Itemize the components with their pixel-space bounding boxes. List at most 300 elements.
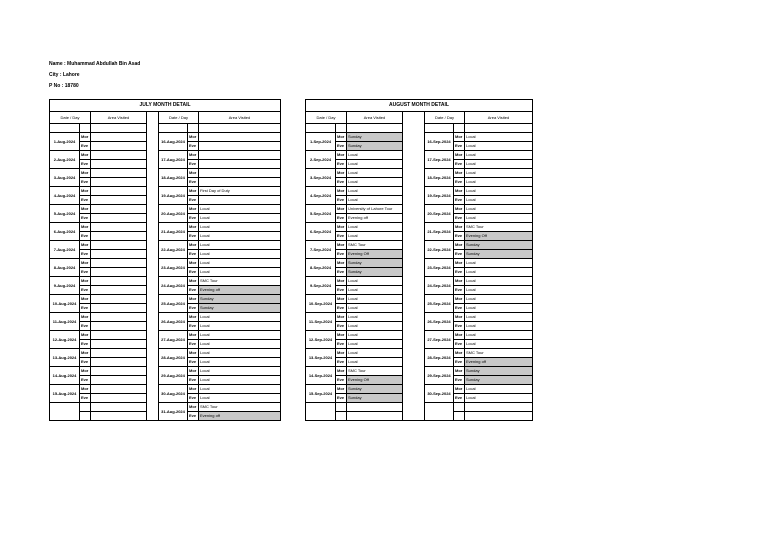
morning-area — [91, 205, 147, 214]
morning-label: Mor — [80, 241, 91, 250]
evening-label: Eve — [80, 394, 91, 403]
date-cell: 21-Sep-2024 — [425, 223, 454, 241]
schedule-row — [50, 151, 281, 160]
evening-area: Sunday — [465, 250, 533, 259]
morning-label: Mor — [80, 223, 91, 232]
evening-label: Eve — [80, 376, 91, 385]
schedule-row — [306, 277, 533, 286]
evening-area — [347, 412, 403, 421]
morning-label: Mor — [188, 349, 199, 358]
morning-label: Mor — [188, 295, 199, 304]
evening-area: Local — [465, 322, 533, 331]
date-cell: 24-Sep-2024 — [425, 277, 454, 295]
morning-label: Mor — [454, 187, 465, 196]
evening-label: Eve — [454, 340, 465, 349]
morning-label: Mor — [336, 151, 347, 160]
morning-label: Mor — [454, 169, 465, 178]
morning-label: Mor — [336, 133, 347, 142]
evening-label — [80, 412, 91, 421]
morning-area: Local — [199, 349, 281, 358]
date-cell: 10-Sep-2024 — [306, 295, 336, 313]
evening-label: Eve — [454, 196, 465, 205]
evening-area: Local — [465, 160, 533, 169]
evening-area: Local — [199, 340, 281, 349]
morning-label: Mor — [454, 367, 465, 376]
date-cell: 26-Sep-2024 — [425, 313, 454, 331]
evening-label: Eve — [454, 358, 465, 367]
evening-label: Eve — [336, 232, 347, 241]
morning-label: Mor — [188, 313, 199, 322]
evening-label: Eve — [336, 196, 347, 205]
evening-label: Eve — [454, 322, 465, 331]
date-cell: 19-Sep-2024 — [425, 187, 454, 205]
evening-area — [91, 286, 147, 295]
morning-area — [91, 331, 147, 340]
evening-area: Local — [199, 250, 281, 259]
july-month-title: JULY MONTH DETAIL — [50, 100, 281, 112]
august-col-area2: Area Visited — [465, 112, 533, 124]
date-cell: 4-Sep-2024 — [306, 187, 336, 205]
morning-area: Local — [199, 223, 281, 232]
schedule-row — [306, 151, 533, 160]
morning-label: Mor — [188, 403, 199, 412]
schedule-row — [50, 349, 281, 358]
evening-area: Local — [199, 376, 281, 385]
date-cell: 22-Sep-2024 — [425, 241, 454, 259]
evening-label: Eve — [454, 268, 465, 277]
evening-area: Sunday — [465, 376, 533, 385]
evening-label: Eve — [336, 250, 347, 259]
morning-area: University of Lahore Tour — [347, 205, 403, 214]
morning-label — [454, 403, 465, 412]
morning-area: Local — [347, 187, 403, 196]
evening-label: Eve — [80, 304, 91, 313]
morning-area — [347, 403, 403, 412]
evening-label: Eve — [336, 322, 347, 331]
morning-label: Mor — [336, 313, 347, 322]
schedule-row — [306, 331, 533, 340]
morning-label: Mor — [188, 151, 199, 160]
schedule-row — [306, 349, 533, 358]
morning-area — [91, 223, 147, 232]
morning-label: Mor — [336, 205, 347, 214]
morning-label: Mor — [80, 169, 91, 178]
evening-area: Sunday — [347, 394, 403, 403]
employee-name: Name : Muhammad Abdullah Bin Asad — [49, 61, 141, 67]
evening-label: Eve — [336, 376, 347, 385]
evening-area: Local — [347, 286, 403, 295]
evening-area: Local — [199, 322, 281, 331]
date-cell: 3-Aug-2024 — [50, 169, 80, 187]
date-cell: 6-Aug-2024 — [50, 223, 80, 241]
evening-label: Eve — [80, 340, 91, 349]
evening-area: Local — [465, 196, 533, 205]
morning-label: Mor — [454, 133, 465, 142]
employee-pno: P No : 18780 — [49, 83, 79, 89]
july-col-date: Date / Day — [50, 112, 91, 124]
morning-label: Mor — [336, 259, 347, 268]
morning-area: Local — [347, 277, 403, 286]
morning-area: SMC Tour — [347, 367, 403, 376]
evening-label — [454, 412, 465, 421]
schedule-row — [50, 331, 281, 340]
evening-area: Local — [465, 142, 533, 151]
morning-area: Sunday — [465, 367, 533, 376]
date-cell: 29-Aug-2024 — [159, 367, 188, 385]
date-cell: 27-Sep-2024 — [425, 331, 454, 349]
date-cell: 16-Aug-2024 — [159, 133, 188, 151]
morning-label: Mor — [188, 241, 199, 250]
date-cell: 20-Aug-2024 — [159, 205, 188, 223]
morning-label — [336, 403, 347, 412]
morning-area — [465, 403, 533, 412]
evening-area — [91, 250, 147, 259]
evening-area: Evening off — [199, 412, 281, 421]
morning-area: SMC Tour — [199, 277, 281, 286]
morning-area: Local — [465, 313, 533, 322]
evening-label: Eve — [454, 232, 465, 241]
date-cell: 11-Aug-2024 — [50, 313, 80, 331]
schedule-row — [50, 133, 281, 142]
date-cell: 29-Sep-2024 — [425, 367, 454, 385]
date-cell: 4-Aug-2024 — [50, 187, 80, 205]
morning-label: Mor — [80, 313, 91, 322]
morning-label: Mor — [336, 367, 347, 376]
evening-label — [336, 412, 347, 421]
evening-area: Local — [465, 340, 533, 349]
morning-area — [91, 277, 147, 286]
schedule-row — [306, 367, 533, 376]
date-cell: 30-Sep-2024 — [425, 385, 454, 403]
morning-label: Mor — [454, 205, 465, 214]
evening-label: Eve — [336, 178, 347, 187]
schedule-row — [50, 277, 281, 286]
date-cell: 8-Sep-2024 — [306, 259, 336, 277]
august-col-area: Area Visited — [347, 112, 403, 124]
july-col-area: Area Visited — [91, 112, 147, 124]
schedule-row — [306, 241, 533, 250]
date-cell: 1-Sep-2024 — [306, 133, 336, 151]
evening-area: Local — [199, 232, 281, 241]
morning-area — [91, 367, 147, 376]
evening-area — [199, 160, 281, 169]
evening-label: Eve — [188, 142, 199, 151]
schedule-row — [306, 169, 533, 178]
morning-area: Local — [465, 295, 533, 304]
schedule-row — [50, 259, 281, 268]
date-cell: 2-Sep-2024 — [306, 151, 336, 169]
evening-label: Eve — [454, 214, 465, 223]
morning-area: Local — [465, 151, 533, 160]
morning-label: Mor — [80, 367, 91, 376]
morning-area: Local — [465, 277, 533, 286]
date-cell: 26-Aug-2024 — [159, 313, 188, 331]
evening-area: Local — [347, 358, 403, 367]
morning-area: Local — [199, 205, 281, 214]
morning-area: Sunday — [347, 133, 403, 142]
evening-label: Eve — [188, 394, 199, 403]
evening-label: Eve — [188, 322, 199, 331]
date-cell: 6-Sep-2024 — [306, 223, 336, 241]
date-cell: 17-Sep-2024 — [425, 151, 454, 169]
morning-label: Mor — [336, 241, 347, 250]
evening-label: Eve — [80, 178, 91, 187]
evening-label: Eve — [188, 178, 199, 187]
evening-label: Eve — [454, 376, 465, 385]
schedule-row — [306, 259, 533, 268]
morning-area: Local — [347, 331, 403, 340]
evening-label: Eve — [336, 304, 347, 313]
morning-label: Mor — [80, 349, 91, 358]
evening-area — [199, 196, 281, 205]
morning-area: Local — [465, 169, 533, 178]
morning-label — [80, 403, 91, 412]
morning-label: Mor — [336, 277, 347, 286]
date-cell: 23-Sep-2024 — [425, 259, 454, 277]
morning-area: Local — [465, 385, 533, 394]
morning-label: Mor — [188, 259, 199, 268]
morning-area: Local — [199, 313, 281, 322]
morning-area: Local — [465, 259, 533, 268]
evening-label: Eve — [188, 268, 199, 277]
evening-area — [91, 304, 147, 313]
morning-area: Local — [465, 133, 533, 142]
morning-label: Mor — [188, 277, 199, 286]
evening-label: Eve — [336, 160, 347, 169]
evening-area — [91, 412, 147, 421]
schedule-row — [50, 313, 281, 322]
date-cell: 5-Aug-2024 — [50, 205, 80, 223]
morning-label: Mor — [454, 331, 465, 340]
evening-label: Eve — [80, 322, 91, 331]
evening-label: Eve — [80, 358, 91, 367]
evening-label: Eve — [188, 160, 199, 169]
schedule-row — [306, 187, 533, 196]
morning-area — [91, 403, 147, 412]
evening-label: Eve — [454, 286, 465, 295]
evening-area: Local — [465, 268, 533, 277]
morning-area: Local — [347, 223, 403, 232]
morning-area — [199, 151, 281, 160]
schedule-row — [50, 403, 281, 412]
date-cell: 15-Sep-2024 — [306, 385, 336, 403]
evening-label: Eve — [454, 250, 465, 259]
evening-label: Eve — [336, 286, 347, 295]
evening-area: Sunday — [347, 142, 403, 151]
evening-label: Eve — [188, 412, 199, 421]
evening-label: Eve — [80, 250, 91, 259]
morning-label: Mor — [80, 277, 91, 286]
date-cell: 15-Aug-2024 — [50, 385, 80, 403]
evening-area: Local — [465, 286, 533, 295]
evening-area: Local — [347, 322, 403, 331]
evening-label: Eve — [454, 394, 465, 403]
morning-area: Local — [347, 349, 403, 358]
date-cell: 13-Aug-2024 — [50, 349, 80, 367]
morning-area: Local — [199, 385, 281, 394]
schedule-row — [306, 133, 533, 142]
morning-label: Mor — [336, 385, 347, 394]
morning-label: Mor — [80, 205, 91, 214]
evening-label: Eve — [454, 178, 465, 187]
morning-label: Mor — [454, 241, 465, 250]
morning-area: First Day of Duty — [199, 187, 281, 196]
morning-area: Local — [199, 367, 281, 376]
evening-area: Local — [347, 178, 403, 187]
schedule-row — [50, 295, 281, 304]
date-cell: 3-Sep-2024 — [306, 169, 336, 187]
morning-label: Mor — [188, 205, 199, 214]
morning-label: Mor — [454, 277, 465, 286]
evening-label: Eve — [188, 376, 199, 385]
evening-label: Eve — [80, 142, 91, 151]
morning-label: Mor — [188, 187, 199, 196]
schedule-row — [50, 223, 281, 232]
morning-area — [91, 295, 147, 304]
morning-label: Mor — [454, 259, 465, 268]
morning-label: Mor — [454, 151, 465, 160]
date-cell: 25-Sep-2024 — [425, 295, 454, 313]
august-month-title: AUGUST MONTH DETAIL — [306, 100, 533, 112]
evening-area — [91, 160, 147, 169]
morning-area — [91, 133, 147, 142]
schedule-row — [306, 385, 533, 394]
morning-area: Sunday — [347, 259, 403, 268]
morning-area: Local — [465, 187, 533, 196]
morning-label: Mor — [80, 331, 91, 340]
morning-area: SMC Tour — [199, 403, 281, 412]
morning-label: Mor — [336, 187, 347, 196]
evening-area: Local — [199, 394, 281, 403]
evening-label: Eve — [336, 268, 347, 277]
morning-area — [91, 385, 147, 394]
morning-area: Local — [199, 241, 281, 250]
schedule-row — [50, 205, 281, 214]
morning-label: Mor — [454, 349, 465, 358]
july-col-area2: Area Visited — [199, 112, 281, 124]
morning-area: Local — [347, 151, 403, 160]
morning-area: Local — [465, 331, 533, 340]
morning-label: Mor — [188, 331, 199, 340]
morning-label: Mor — [80, 133, 91, 142]
evening-label: Eve — [188, 232, 199, 241]
date-cell: 22-Aug-2024 — [159, 241, 188, 259]
date-cell: 25-Aug-2024 — [159, 295, 188, 313]
date-cell: 20-Sep-2024 — [425, 205, 454, 223]
july-month-table — [49, 99, 281, 421]
morning-area: SMC Tour — [347, 241, 403, 250]
evening-label: Eve — [188, 304, 199, 313]
date-cell: 18-Aug-2024 — [159, 169, 188, 187]
date-cell: 5-Sep-2024 — [306, 205, 336, 223]
morning-label: Mor — [454, 313, 465, 322]
morning-label: Mor — [80, 385, 91, 394]
date-cell: 23-Aug-2024 — [159, 259, 188, 277]
date-cell: 24-Aug-2024 — [159, 277, 188, 295]
morning-label: Mor — [454, 223, 465, 232]
evening-label: Eve — [336, 358, 347, 367]
evening-label: Eve — [188, 250, 199, 259]
morning-label: Mor — [188, 367, 199, 376]
morning-area — [91, 349, 147, 358]
date-cell: 10-Aug-2024 — [50, 295, 80, 313]
evening-label: Eve — [188, 196, 199, 205]
evening-label: Eve — [336, 340, 347, 349]
date-cell — [50, 403, 80, 421]
evening-label: Eve — [336, 394, 347, 403]
evening-area: Local — [465, 394, 533, 403]
morning-area: Local — [347, 313, 403, 322]
date-cell: 28-Sep-2024 — [425, 349, 454, 367]
morning-area: Sunday — [465, 241, 533, 250]
evening-area: Evening Off — [465, 232, 533, 241]
evening-label: Eve — [80, 214, 91, 223]
evening-label: Eve — [80, 160, 91, 169]
evening-area — [91, 214, 147, 223]
morning-label: Mor — [454, 385, 465, 394]
evening-area — [91, 196, 147, 205]
evening-area — [91, 358, 147, 367]
august-col-date: Date / Day — [306, 112, 347, 124]
evening-area: Local — [347, 232, 403, 241]
date-cell: 16-Sep-2024 — [425, 133, 454, 151]
date-cell: 9-Aug-2024 — [50, 277, 80, 295]
evening-area: Sunday — [199, 304, 281, 313]
evening-area: Evening off — [347, 214, 403, 223]
date-cell — [425, 403, 454, 421]
evening-area — [91, 394, 147, 403]
evening-label: Eve — [454, 160, 465, 169]
date-cell: 2-Aug-2024 — [50, 151, 80, 169]
evening-label: Eve — [454, 304, 465, 313]
evening-label: Eve — [80, 232, 91, 241]
schedule-row — [50, 367, 281, 376]
morning-area: Sunday — [347, 385, 403, 394]
evening-area: Evening off — [465, 358, 533, 367]
morning-area — [91, 169, 147, 178]
evening-area: Evening Off — [347, 250, 403, 259]
evening-area: Local — [465, 304, 533, 313]
morning-label: Mor — [188, 133, 199, 142]
schedule-row — [306, 313, 533, 322]
date-cell: 19-Aug-2024 — [159, 187, 188, 205]
morning-label: Mor — [80, 151, 91, 160]
evening-area — [91, 322, 147, 331]
evening-area — [91, 232, 147, 241]
evening-label: Eve — [336, 214, 347, 223]
evening-area: Local — [347, 340, 403, 349]
evening-area: Local — [347, 304, 403, 313]
evening-area: Local — [465, 214, 533, 223]
morning-label: Mor — [336, 331, 347, 340]
schedule-row — [50, 385, 281, 394]
evening-label: Eve — [336, 142, 347, 151]
morning-area: SMC Tour — [465, 223, 533, 232]
morning-area: SMC Tour — [465, 349, 533, 358]
employee-city: City : Lahore — [49, 72, 80, 78]
date-cell: 12-Aug-2024 — [50, 331, 80, 349]
date-cell: 17-Aug-2024 — [159, 151, 188, 169]
evening-area — [465, 412, 533, 421]
morning-label: Mor — [336, 295, 347, 304]
evening-label: Eve — [188, 286, 199, 295]
date-cell — [306, 403, 336, 421]
evening-area: Evening Off — [347, 376, 403, 385]
morning-area: Local — [199, 331, 281, 340]
evening-area: Sunday — [347, 268, 403, 277]
evening-area: Local — [199, 358, 281, 367]
date-cell: 27-Aug-2024 — [159, 331, 188, 349]
